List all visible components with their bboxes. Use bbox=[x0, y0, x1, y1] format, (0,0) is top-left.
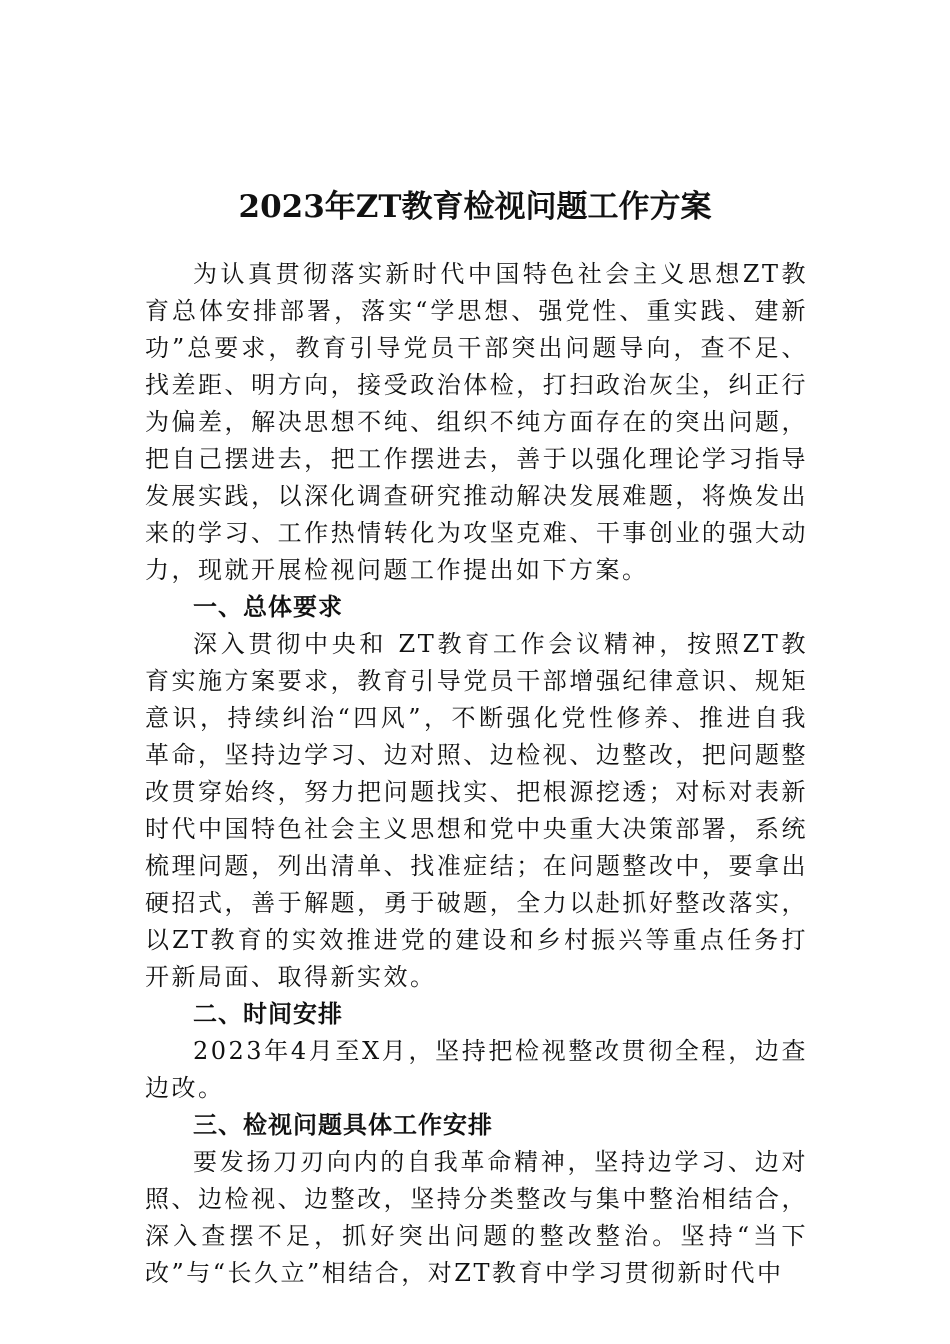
intro-paragraph: 为认真贯彻落实新时代中国特色社会主义思想ZT教育总体安排部署，落实“学思想、强党性、重实践、建新功”总要求，教育引导党员干部突出问题导向，查不足、找差距、明方向，接受政治体检，打扫政治灰尘，纠正行为偏差，解决思想不纯、组织不纯方面存在的突出问题，把自己摆进去，把工作摆进去，善于以强化理论学习指导发展实践，以深化调查研究推动解决发展难题，将焕发出来的学习、工作热情转化为攻坚克难、干事创业的强大动力，现就开展检视问题工作提出如下方案。 bbox=[145, 260, 808, 584]
section-heading-general-requirements: 一、总体要求 bbox=[193, 593, 343, 621]
document-title: 2023年ZT教育检视问题工作方案 bbox=[238, 188, 712, 225]
section-heading-schedule: 二、时间安排 bbox=[193, 1000, 343, 1028]
section-paragraph-inspection-arrangements: 要发扬刀刃向内的自我革命精神，坚持边学习、边对照、边检视、边整改，坚持分类整改与集中整治相结合，深入查摆不足，抓好突出问题的整改整治。坚持“当下改”与“长久立”相结合，对ZT教育中学习贯彻新时代中 bbox=[145, 1148, 808, 1287]
section-paragraph-schedule: 2023年4月至X月，坚持把检视整改贯彻全程，边查边改。 bbox=[145, 1037, 808, 1102]
section-paragraph-general-requirements: 深入贯彻中央和 ZT教育工作会议精神，按照ZT教育实施方案要求，教育引导党员干部增强纪律意识、规矩意识，持续纠治“四风”，不断强化党性修养、推进自我革命，坚持边学习、边对照、边检视、边整改，把问题整改贯穿始终，努力把问题找实、把根源挖透；对标对表新时代中国特色社会主义思想和党中央重大决策部署，系统梳理问题，列出清单、找准症结；在问题整改中，要拿出硬招式，善于解题，勇于破题，全力以赴抓好整改落实，以ZT教育的实效推进党的建设和乡村振兴等重点任务打开新局面、取得新实效。 bbox=[145, 630, 808, 991]
document-body bbox=[145, 256, 808, 1292]
section-heading-inspection-arrangements: 三、检视问题具体工作安排 bbox=[193, 1111, 493, 1139]
